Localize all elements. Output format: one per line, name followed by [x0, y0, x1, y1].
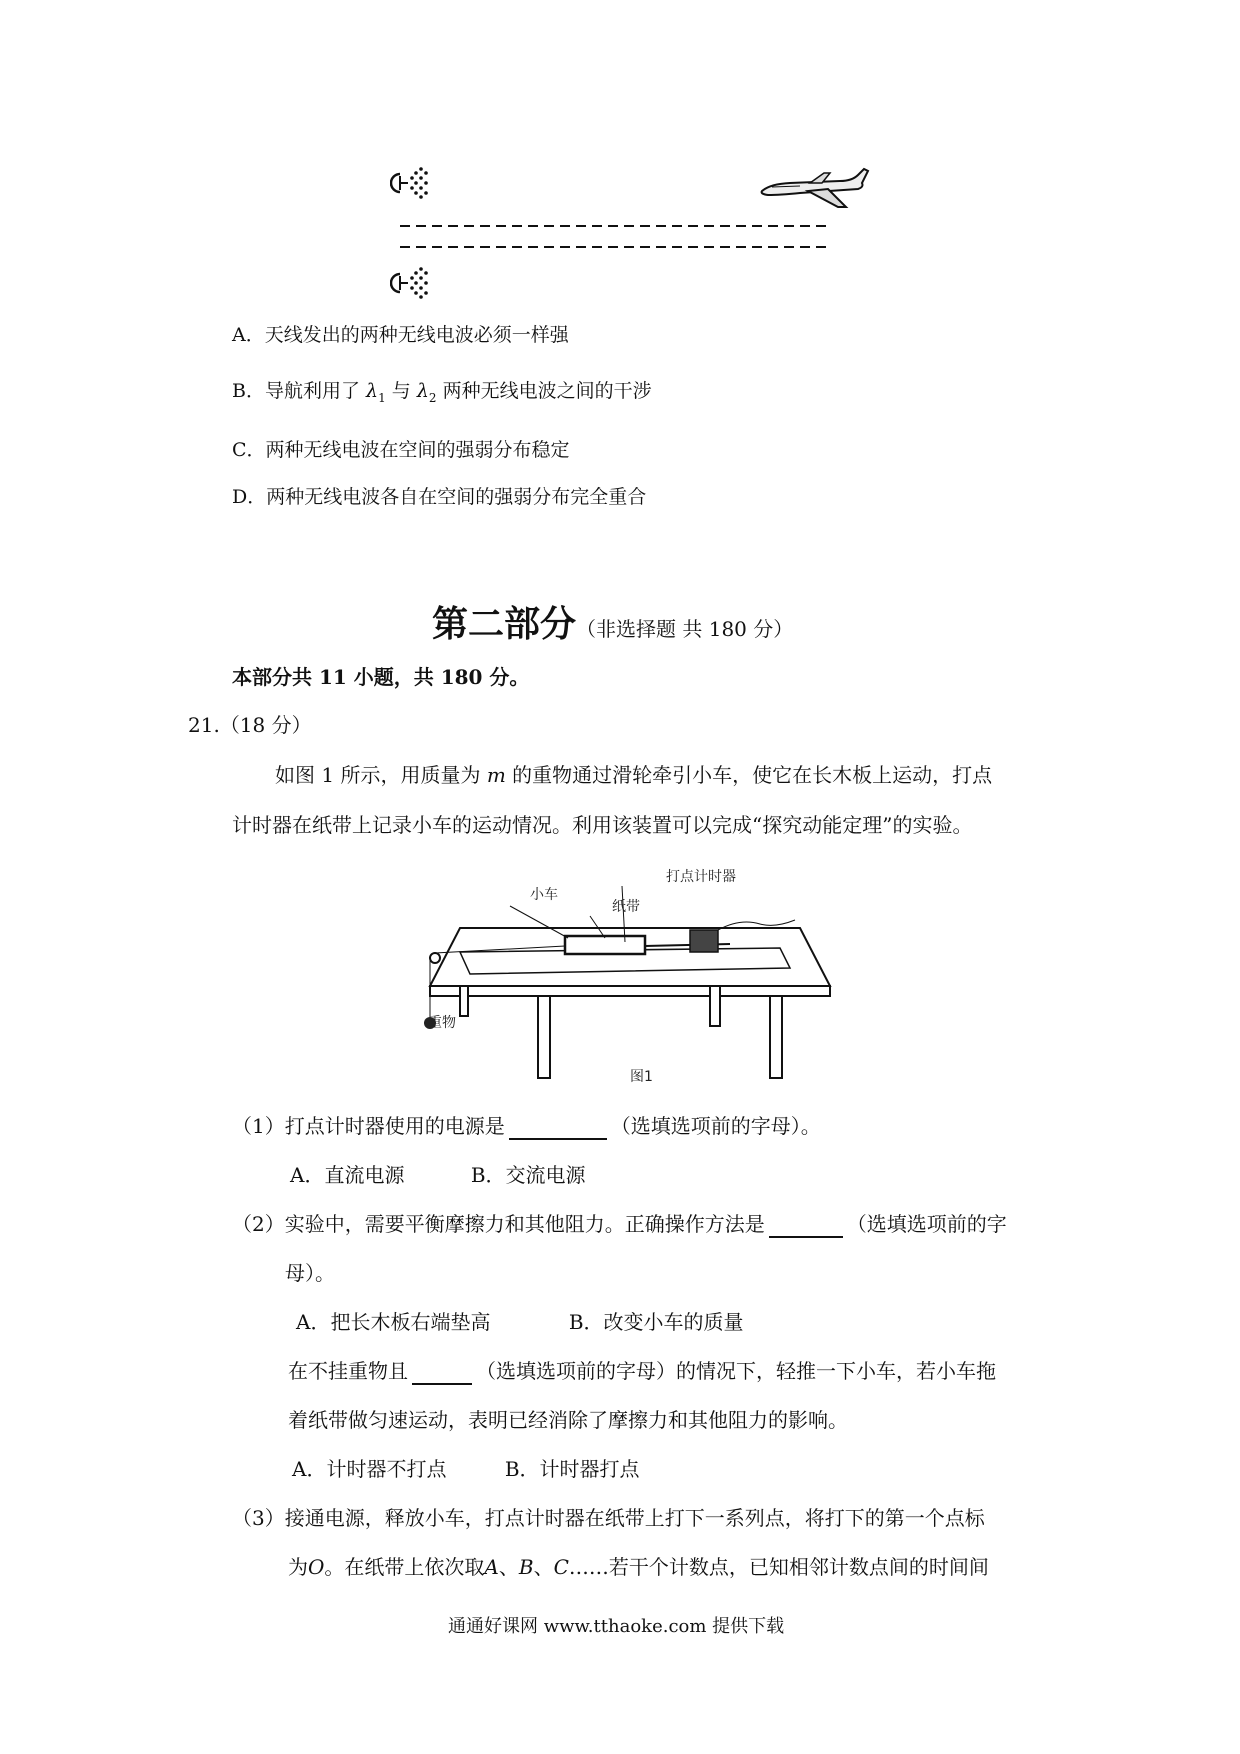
part2-subtitle: （非选择题 共 180 分）: [576, 617, 794, 641]
antenna-airplane-figure: [390, 160, 880, 310]
option-text-post: 两种无线电波之间的干涉: [442, 380, 652, 402]
q21-sub3-line1: [232, 1504, 985, 1532]
label-tape: 纸带: [612, 899, 640, 915]
text: 。在纸带上依次取: [324, 1555, 485, 1579]
option-b: B．交流电源: [470, 1163, 586, 1187]
pulley: [430, 953, 440, 963]
option-a: A．直流电源: [290, 1163, 405, 1187]
antenna-bottom-icon: [391, 267, 428, 299]
option-letter: A．: [232, 324, 265, 346]
sub-number: （3）: [232, 1506, 285, 1530]
car: [565, 936, 645, 954]
option-text: 天线发出的两种无线电波必须一样强: [264, 324, 569, 346]
q21-sub3-line2: [288, 1553, 989, 1581]
table-leg: [710, 986, 720, 1026]
text: 如图 1 所示，用质量为: [275, 763, 481, 787]
text: 、: [498, 1555, 519, 1579]
option-text: 两种无线电波各自在空间的强弱分布完全重合: [266, 486, 647, 508]
var-a: A: [484, 1555, 499, 1579]
option-b: B．计时器打点: [504, 1457, 640, 1481]
table-leg: [770, 996, 782, 1078]
option-a: A．把长木板右端垫高: [296, 1310, 491, 1334]
q21-sub2-line1: [232, 1210, 1007, 1238]
option-text-mid: 与: [391, 380, 411, 402]
option-letter: B．: [232, 380, 265, 402]
var-b: B: [518, 1555, 534, 1579]
label-car: 小车: [530, 887, 558, 903]
part2-intro: 本部分共 11 小题，共 180 分。: [232, 665, 530, 689]
option-a: A．计时器不打点: [292, 1457, 447, 1481]
part2-heading: [432, 596, 793, 647]
table-leg: [460, 986, 468, 1016]
q21-sub2-line3: 着纸带做匀速运动，表明已经消除了摩擦力和其他阻力的影响。: [288, 1408, 848, 1432]
lambda-subscript: 2: [428, 390, 437, 405]
sub-number: （2）: [232, 1212, 285, 1236]
var-c: C: [553, 1555, 569, 1579]
option-letter: C．: [232, 439, 266, 461]
figure-caption: 图1: [630, 1069, 653, 1085]
text: 在不挂重物且: [288, 1359, 408, 1383]
q20-option-a: [232, 322, 569, 348]
text: （选填选项前的字母）。: [610, 1114, 821, 1138]
part2-title: 第二部分: [432, 604, 577, 645]
q21-sub1: [232, 1112, 821, 1140]
option-text-pre: 导航利用了: [264, 380, 360, 402]
text: 接通电源，释放小车，打点计时器在纸带上打下一系列点，将打下的第一个点标: [284, 1506, 985, 1530]
lambda-symbol: λ: [366, 380, 379, 402]
label-timer: 打点计时器: [666, 869, 736, 885]
text: ……若干个计数点，已知相邻计数点间的时间间: [568, 1555, 989, 1579]
q21-sub2-line1-cont: 母）。: [285, 1261, 335, 1285]
var-o: O: [308, 1555, 325, 1579]
q20-option-d: [232, 484, 646, 510]
option-text: 两种无线电波在空间的强弱分布稳定: [265, 439, 570, 461]
text: 打点计时器使用的电源是: [284, 1114, 505, 1138]
q21-sub2-options: [296, 1308, 744, 1336]
option-b: B．改变小车的质量: [568, 1310, 744, 1334]
answer-blank[interactable]: [509, 1116, 607, 1140]
text: （选填选项前的字: [846, 1212, 1007, 1236]
text: 实验中，需要平衡摩擦力和其他阻力。正确操作方法是: [284, 1212, 765, 1236]
answer-blank[interactable]: [412, 1361, 472, 1385]
label-weight: 重物: [428, 1015, 456, 1031]
q21-sub2-options2: [292, 1455, 640, 1483]
table-leg: [538, 996, 550, 1078]
option-letter: D．: [232, 486, 267, 508]
airplane-icon: [762, 169, 868, 207]
answer-blank[interactable]: [769, 1214, 843, 1238]
q21-sub1-options: [290, 1161, 586, 1189]
sub-number: （1）: [232, 1114, 285, 1138]
q20-option-b: [232, 378, 652, 411]
text: （选填选项前的字母）的情况下，轻推一下小车，若小车拖: [476, 1359, 996, 1383]
lambda-symbol: λ: [416, 380, 429, 402]
experiment-figure: [400, 858, 840, 1088]
lambda-subscript: 1: [378, 390, 386, 405]
q21-points: （18 分）: [219, 713, 312, 737]
q20-option-c: [232, 437, 570, 463]
var-m: m: [486, 763, 506, 787]
text: 、: [533, 1555, 554, 1579]
timer: [690, 930, 718, 952]
q21-header: [188, 711, 312, 739]
q21-para-line2: 计时器在纸带上记录小车的运动情况。利用该装置可以完成“探究动能定理”的实验。: [232, 813, 973, 837]
text: 为: [288, 1555, 308, 1579]
antenna-top-icon: [391, 167, 428, 199]
q21-para-line1: [275, 761, 992, 789]
footer-text: 通通好课网 www.tthaoke.com 提供下载: [448, 1616, 785, 1637]
text: 的重物通过滑轮牵引小车，使它在长木板上运动，打点: [512, 763, 993, 787]
q21-number: 21.: [188, 713, 220, 737]
q21-sub2-line2: [288, 1357, 996, 1385]
